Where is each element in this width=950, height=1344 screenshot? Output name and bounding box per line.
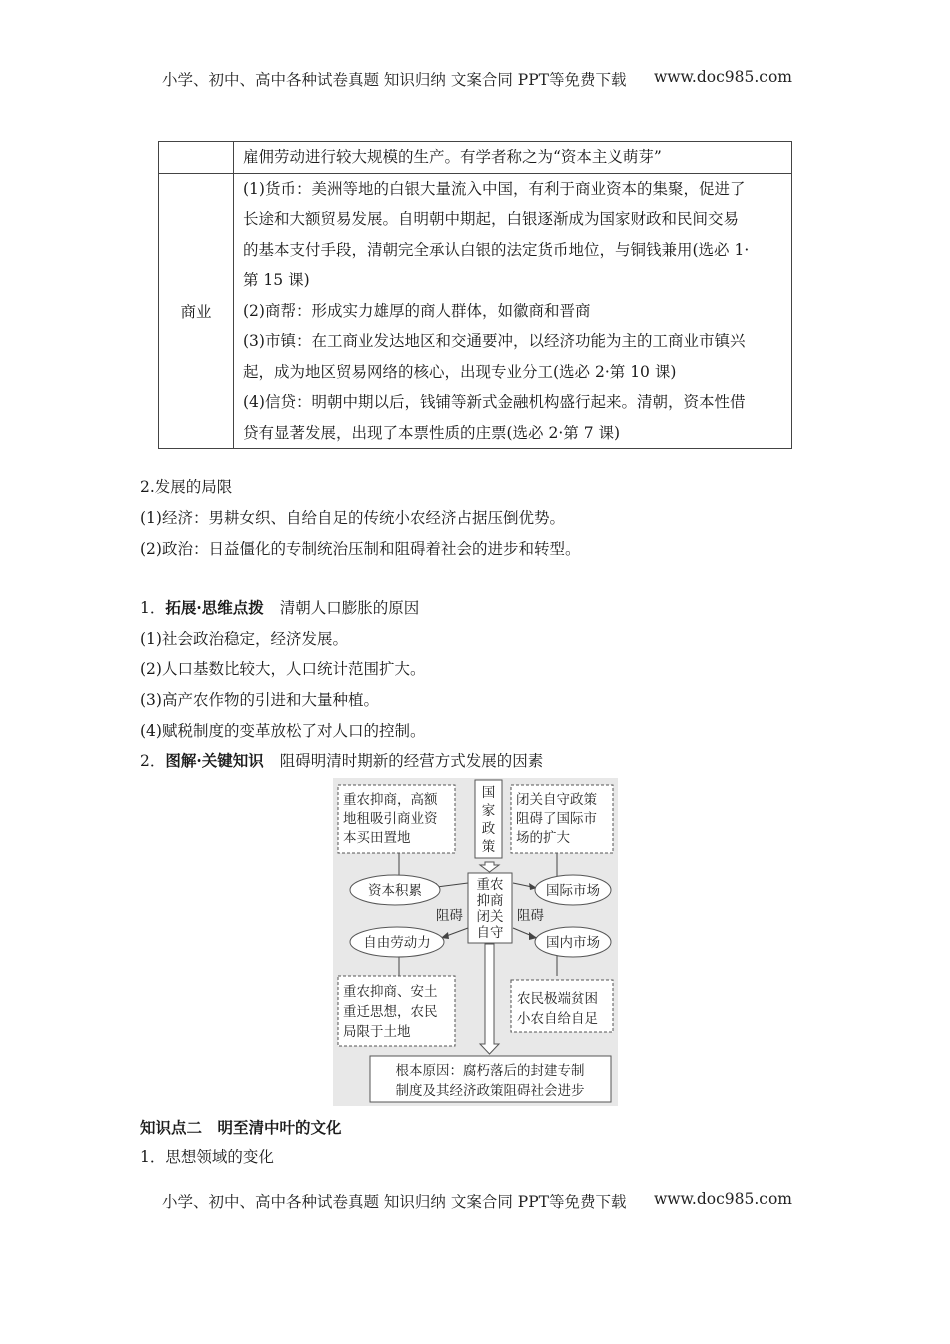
hinder-right-label: 阻碍 [517,908,544,924]
graph-label: 图解·关键知识 [165,751,264,770]
footer-text: 小学、初中、高中各种试卷真题 知识归纳 文案合同 PPT等免费下载 [162,1193,627,1211]
box-line: 阻碍了国际市 [516,811,597,827]
box-line: 重农抑商、安土 [343,984,438,1000]
expand-heading [140,596,419,618]
expand-item: (1)社会政治稳定，经济发展。 [140,630,348,648]
box-line: 场的扩大 [516,830,570,846]
center-line: 自守 [476,925,504,941]
root-cause-line: 根本原因：腐朽落后的封建专制 [395,1063,585,1079]
table-cell-content [234,173,792,449]
hinder-left-label: 阻碍 [436,908,463,924]
table-row [159,142,792,174]
center-line: 重农 [476,877,504,893]
commerce-line: 第 15 课) [243,271,310,289]
page-header [162,68,792,90]
expand-item: (3)高产农作物的引进和大量种植。 [140,691,379,709]
commerce-line: (4)信贷：明朝中期以后，钱铺等新式金融机构盛行起来。清朝，资本性借 [243,393,746,411]
header-url[interactable]: www.doc985.com [653,68,792,86]
box-line: 小农自给自足 [517,1011,598,1027]
expand-num: 1． [140,599,166,617]
box-line: 重农抑商，高额 [343,792,438,808]
commerce-line: 长途和大额贸易发展。自明朝中期起，白银逐渐成为国家财政和民间交易 [243,210,740,228]
oval-intl-label: 国际市场 [546,883,600,899]
table-cell-empty [159,142,234,174]
factor-diagram [333,778,618,1106]
oval-labor-label: 自由劳动力 [363,935,431,951]
commerce-line: 贷有显著发展，出现了本票性质的庄票(选必 2·第 7 课) [243,423,621,442]
graph-heading [140,749,543,771]
limits-politics: (2)政治：日益僵化的专制统治压制和阻碍着社会的进步和转型。 [140,540,581,558]
box-line: 本买田置地 [343,830,411,846]
oval-capital-label: 资本积累 [368,883,422,899]
page-footer [162,1190,792,1212]
root-cause-line: 制度及其经济政策阻碍社会进步 [395,1083,585,1099]
commerce-line: (1)货币：美洲等地的白银大量流入中国，有利于商业资本的集聚，促进了 [243,179,746,198]
commerce-line: (2)商帮：形成实力雄厚的商人群体，如徽商和晋商 [243,301,591,320]
box-line: 重迁思想，农民 [343,1004,438,1020]
section-subtitle: 1．思想领域的变化 [140,1148,274,1166]
policy-char: 国 [481,785,496,801]
table-cell-text: 雇佣劳动进行较大规模的生产。有学者称之为“资本主义萌芽” [234,142,792,174]
knowledge-table [158,141,792,449]
box-line: 局限于土地 [343,1024,411,1040]
policy-char: 家 [481,803,496,819]
graph-title: 阻碍明清时期新的经营方式发展的因素 [279,752,544,770]
commerce-line: 的基本支付手段，清朝完全承认白银的法定货币地位，与铜钱兼用(选必 1· [243,240,750,259]
limits-title: 2.发展的局限 [140,478,233,496]
table-row [159,173,792,449]
expand-item: (4)赋税制度的变革放松了对人口的控制。 [140,722,426,740]
graph-num: 2． [140,752,166,770]
footer-url[interactable]: www.doc985.com [653,1190,792,1208]
box-line: 地租吸引商业资 [343,811,438,827]
commerce-line: 起，成为地区贸易网络的核心，出现专业分工(选必 2·第 10 课) [243,362,677,381]
box-line: 闭关自守政策 [516,792,597,808]
oval-domestic-label: 国内市场 [546,935,600,951]
center-line: 抑商 [476,893,504,909]
box-line: 农民极端贫困 [517,991,598,1007]
section-title: 知识点二 明至清中叶的文化 [140,1118,342,1137]
expand-label: 拓展·思维点拨 [165,598,264,617]
header-text: 小学、初中、高中各种试卷真题 知识归纳 文案合同 PPT等免费下载 [162,71,627,89]
policy-char: 政 [481,821,496,837]
expand-item: (2)人口基数比较大，人口统计范围扩大。 [140,660,426,678]
table-cell-label: 商业 [159,173,234,449]
policy-char: 策 [481,839,496,855]
expand-title: 清朝人口膨胀的原因 [279,599,420,617]
commerce-line: (3)市镇：在工商业发达地区和交通要冲，以经济功能为主的工商业市镇兴 [243,332,746,350]
center-line: 闭关 [476,909,504,925]
limits-economy: (1)经济：男耕女织、自给自足的传统小农经济占据压倒优势。 [140,509,565,527]
